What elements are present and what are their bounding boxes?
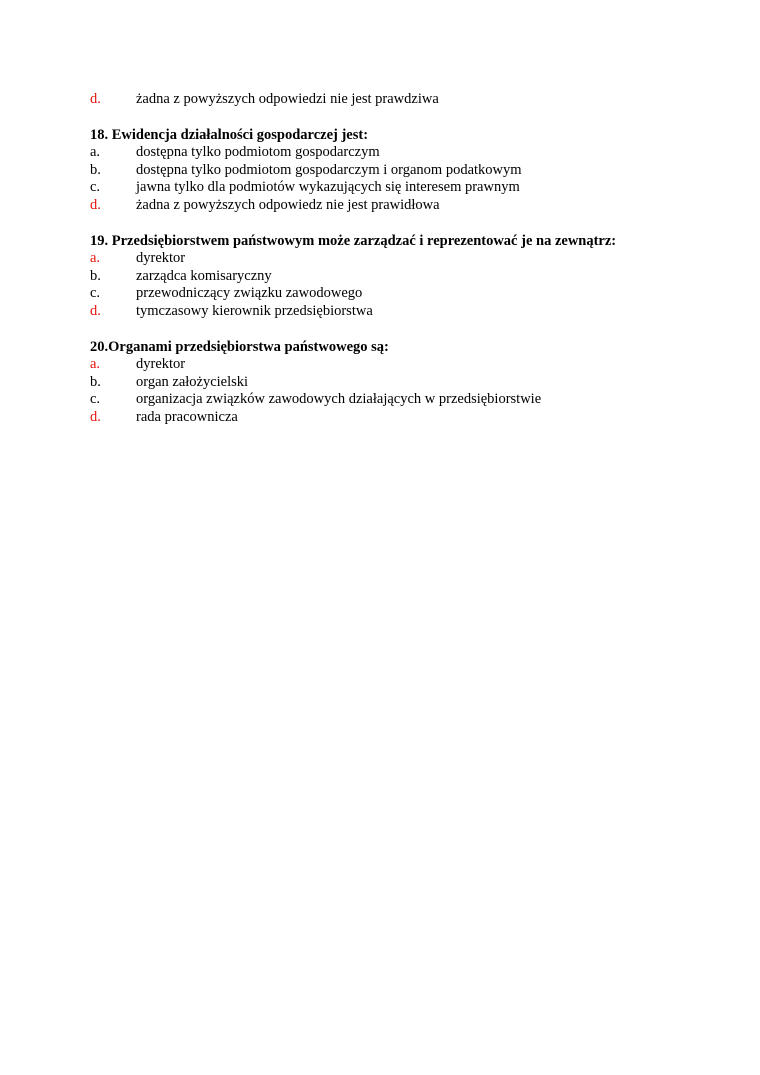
option-20-d: [90, 409, 730, 427]
option-text: dostępna tylko podmiotom gospodarczym: [136, 144, 380, 160]
option-letter: a.: [90, 250, 101, 266]
question-title: 19. Przedsiębiorstwem państwowym może zarządzać i reprezentować je na zewnątrz:: [90, 233, 617, 249]
option-letter: d.: [90, 302, 101, 319]
option-text: dyrektor: [136, 250, 186, 266]
option-20-c: [90, 391, 730, 409]
option-20-b: [90, 374, 730, 392]
option-letter: d.: [90, 196, 101, 213]
question-20: [90, 338, 730, 426]
option-text: organizacja związków zawodowych działających w przedsiębiorstwie: [136, 391, 542, 407]
option-text: dyrektor: [136, 356, 186, 372]
question-19: [90, 232, 730, 320]
option-17-d: [90, 91, 730, 109]
option-text: organ założycielski: [136, 373, 249, 390]
option-letter: a.: [90, 356, 101, 372]
option-18-d: [90, 197, 730, 215]
option-letter: d.: [90, 408, 101, 425]
option-letter: c.: [90, 285, 101, 301]
option-letter: c.: [90, 179, 101, 195]
option-letter: a.: [90, 144, 101, 160]
option-letter: c.: [90, 391, 101, 407]
option-text: żadna z powyższych odpowiedzi nie jest prawdziwa: [136, 91, 439, 107]
option-letter: b.: [90, 161, 101, 178]
option-letter: b.: [90, 373, 101, 390]
option-19-d: [90, 303, 730, 321]
option-19-c: [90, 285, 730, 303]
option-letter: d.: [90, 91, 101, 107]
question-17-tail: [90, 91, 730, 109]
option-18-b: [90, 162, 730, 180]
question-title: 18. Ewidencja działalności gospodarczej jest:: [90, 127, 369, 143]
option-19-b: [90, 268, 730, 286]
question-18: [90, 126, 730, 214]
question-title: 20.Organami przedsiębiorstwa państwowego są:: [90, 339, 389, 355]
option-text: tymczasowy kierownik przedsiębiorstwa: [136, 302, 373, 319]
option-text: przewodniczący związku zawodowego: [136, 285, 363, 301]
option-18-a: [90, 144, 730, 162]
option-text: zarządca komisaryczny: [136, 267, 272, 284]
option-letter: b.: [90, 267, 101, 284]
option-text: żadna z powyższych odpowiedz nie jest prawidłowa: [136, 196, 440, 213]
option-text: jawna tylko dla podmiotów wykazujących się interesem prawnym: [136, 179, 520, 195]
option-text: rada pracownicza: [136, 408, 238, 425]
option-20-a: [90, 356, 730, 374]
option-19-a: [90, 250, 730, 268]
option-18-c: [90, 179, 730, 197]
option-text: dostępna tylko podmiotom gospodarczym i organom podatkowym: [136, 161, 522, 178]
